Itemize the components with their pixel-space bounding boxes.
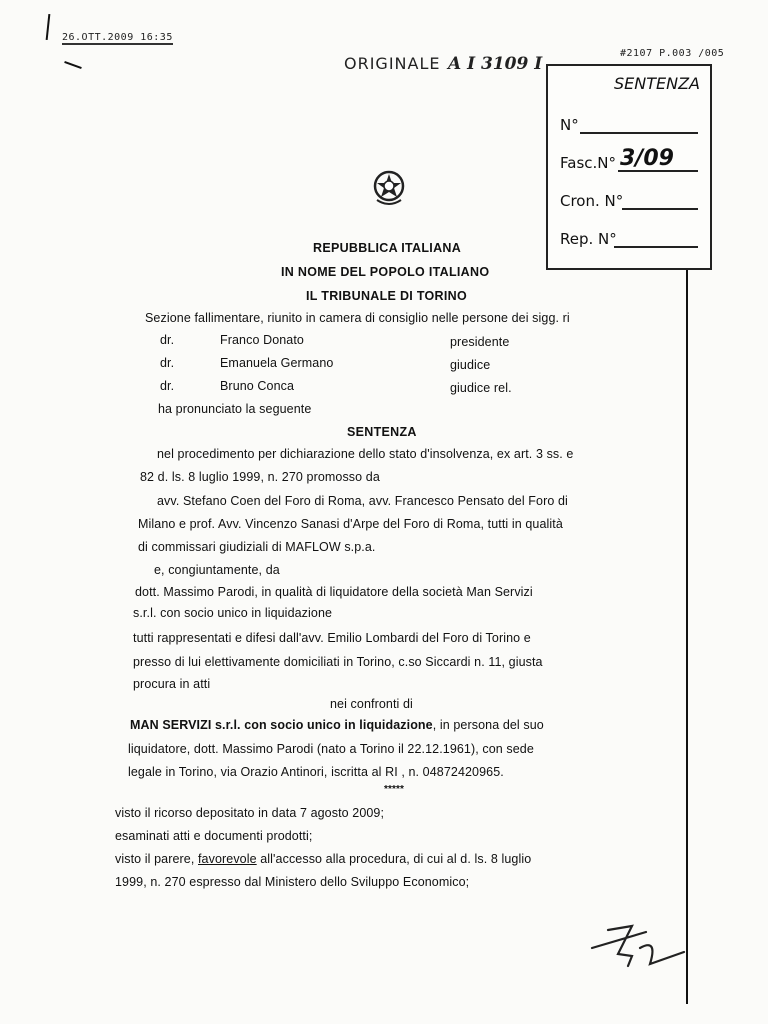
consideration-text: all'accesso alla procedura, di cui al d. ls. 8 luglio [256,852,532,866]
registry-cron-label: Cron. N° [560,192,624,210]
separator: ***** [384,784,404,795]
registry-title: SENTENZA [614,74,700,93]
header-tribunal: IL TRIBUNALE DI TORINO [306,289,468,303]
consideration-line: visto il ricorso depositato in data 7 agosto 2009; [115,806,385,820]
judge-role: giudice rel. [450,381,512,395]
judge-title: dr. [160,356,175,370]
header-people: IN NOME DEL POPOLO ITALIANO [281,265,490,279]
handwritten-protocol-number: A I 3109 I [448,54,543,74]
sentence-title: SENTENZA [347,425,417,439]
scan-mark [46,14,51,40]
registry-rep-label: Rep. N° [560,230,617,248]
respondent-line [130,718,544,732]
respondent-line: liquidatore, dott. Massimo Parodi (nato a Torino il 22.12.1961), con sede [128,742,534,756]
judge-title: dr. [160,379,175,393]
judge-role: giudice [450,358,491,372]
registry-fasc-line [618,170,698,172]
body-line: procura in atti [133,677,211,691]
italian-republic-emblem [371,168,407,208]
favorable-word: favorevole [197,852,257,866]
fax-timestamp: 26.OTT.2009 16:35 [62,32,173,43]
against-line: nei confronti di [330,697,413,711]
registry-fasc-value: 3/09 [620,146,674,171]
registry-number-label: N° [560,116,579,134]
originale-stamp: ORIGINALE [344,54,441,73]
pronounced-line: ha pronunciato la seguente [158,402,312,416]
body-line: dott. Massimo Parodi, in qualità di liquidatore della società Man Servizi [135,585,533,599]
registry-number-line [580,132,698,134]
body-line: presso di lui elettivamente domiciliati in Torino, c.so Siccardi n. 11, giusta [133,655,543,669]
registry-cron-line [622,208,698,210]
body-line: nel procedimento per dichiarazione dello stato d'insolvenza, ex art. 3 ss. e [157,447,574,461]
judge-name: Bruno Conca [220,379,295,393]
registry-fasc-label: Fasc.N° [560,154,616,172]
handwritten-signature [588,912,688,972]
registry-box [546,64,712,270]
body-line: Milano e prof. Avv. Vincenzo Sanasi d'Arpe del Foro di Roma, tutti in qualità [138,517,563,531]
consideration-line [115,852,531,866]
registry-rep-line [614,246,698,248]
body-line: tutti rappresentati e difesi dall'avv. Emilio Lombardi del Foro di Torino e [133,631,531,645]
consideration-line: 1999, n. 270 espresso dal Ministero dello Sviluppo Economico; [115,875,470,889]
judge-name: Franco Donato [220,333,304,347]
body-line: s.r.l. con socio unico in liquidazione [133,606,333,620]
judge-role: presidente [450,335,510,349]
margin-line [686,264,688,1004]
consideration-line: esaminati atti e documenti prodotti; [115,829,313,843]
respondent-name: MAN SERVIZI s.r.l. con socio unico in liquidazione [130,718,433,732]
consideration-text: visto il parere, [115,852,198,866]
fax-page-info: #2107 P.003 /005 [620,48,725,59]
body-line: di commissari giudiziali di MAFLOW s.p.a. [138,540,376,554]
body-line: avv. Stefano Coen del Foro di Roma, avv. Francesco Pensato del Foro di [157,494,568,508]
respondent-line: legale in Torino, via Orazio Antinori, iscritta al RI , n. 04872420965. [128,765,504,779]
body-line: e, congiuntamente, da [154,563,280,577]
judge-title: dr. [160,333,175,347]
scan-mark [64,61,82,69]
body-line: 82 d. ls. 8 luglio 1999, n. 270 promosso da [140,470,380,484]
header-republic: REPUBBLICA ITALIANA [313,241,462,255]
respondent-rest: , in persona del suo [432,718,544,732]
court-intro: Sezione fallimentare, riunito in camera di consiglio nelle persone dei sigg. ri [145,311,570,325]
judge-name: Emanuela Germano [220,356,334,370]
